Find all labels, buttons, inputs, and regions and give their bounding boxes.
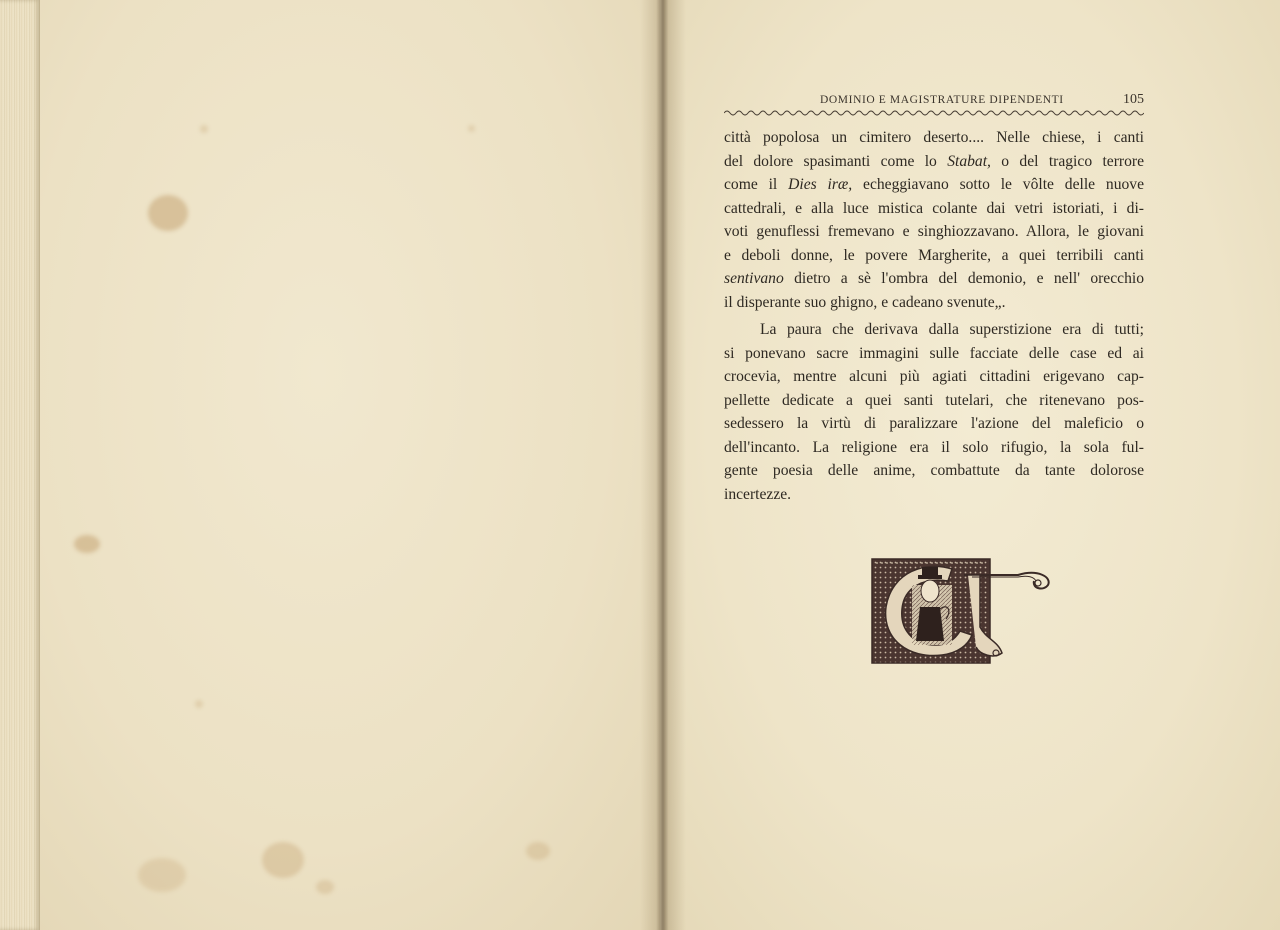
- text-line: [724, 150, 1144, 174]
- italic-title-dies-irae: Dies iræ,: [788, 176, 853, 193]
- body-text: [724, 126, 1144, 506]
- foxing-stain: [74, 535, 100, 553]
- paragraph-2: [724, 318, 1144, 506]
- italic-title-stabat: Stabat,: [947, 152, 991, 170]
- foxing-stain: [316, 880, 334, 894]
- text-span: del dolore spasimanti come lo: [724, 152, 937, 170]
- text-line: cattedrali, e alla luce mistica colante dai vetri istoriati, i di-: [724, 199, 1144, 217]
- text-line: [724, 267, 1144, 291]
- text-line: città popolosa un cimitero deserto.... Nelle chiese, i canti: [724, 129, 1144, 146]
- page-number: 105: [1123, 92, 1144, 107]
- foxing-stain: [138, 858, 186, 892]
- text-line: incertezze.: [724, 485, 792, 503]
- text-span: dietro a sè l'ombra del demonio, e nell' orecchio: [794, 270, 1144, 287]
- foxing-stain: [195, 700, 203, 708]
- text-line: La paura che derivava dalla superstizione era di tutti;: [760, 321, 1144, 338]
- text-line: dell'incanto. La religione era il solo rifugio, la sola ful-: [724, 438, 1144, 456]
- text-span: echeggiavano sotto le vôlte delle nuove: [863, 176, 1145, 193]
- text-line: il disperante suo ghigno, e cadeano svenute„.: [724, 293, 1006, 311]
- text-line: e deboli donne, le povere Margherite, a quei terribili canti: [724, 246, 1144, 264]
- foxing-stain: [148, 195, 188, 231]
- italic-word: sentivano: [724, 270, 784, 287]
- text-line: gente poesia delle anime, combattute da tante dolorose: [724, 462, 1144, 479]
- paragraph-1: [724, 126, 1144, 314]
- foxing-stain: [200, 125, 208, 133]
- text-line: crocevia, mentre alcuni più agiati cittadini erigevano cap-: [724, 368, 1144, 385]
- text-line: pellette dedicate a quei santi tutelari, che ritenevano pos-: [724, 391, 1144, 409]
- text-line: voti genuflessi fremevano e singhiozzavano. Allora, le giovani: [724, 223, 1144, 240]
- text-span: o del tragico terrore: [1001, 152, 1144, 170]
- text-line: sedessero la virtù di paralizzare l'azione del maleficio o: [724, 415, 1144, 432]
- book-gutter: [640, 0, 686, 930]
- left-page: [40, 0, 660, 930]
- text-line: si ponevano sacre immagini sulle facciate delle case ed ai: [724, 344, 1144, 362]
- foxing-stain: [468, 125, 475, 132]
- text-span: come il: [724, 176, 778, 193]
- foxing-stain: [262, 842, 304, 878]
- foxing-stain: [526, 842, 550, 860]
- page-edges: [0, 0, 40, 930]
- running-title: DOMINIO E MAGISTRATURE DIPENDENTI: [820, 94, 1064, 106]
- text-line: [724, 173, 1144, 197]
- wavy-rule: [724, 108, 1144, 118]
- decorated-initial-c-icon: [868, 555, 1054, 667]
